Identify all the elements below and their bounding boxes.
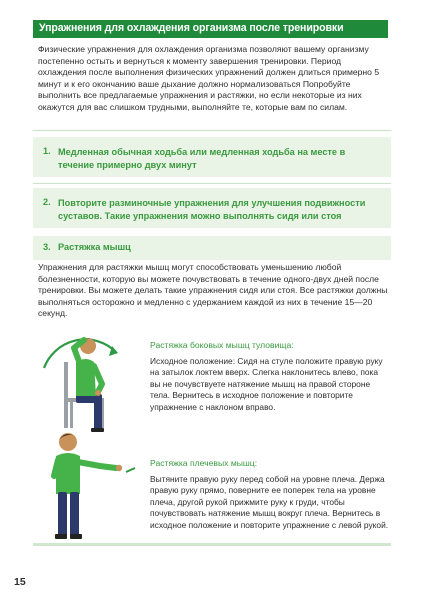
intro-paragraph: Физические упражнения для охлаждения организма позволяют вашему организму постепенно остыть и вернуться к моменту завершения тренировки. Период охлаждения после выполнения физических упражнений должен длиться примерно 5 минут и к его окончанию ваше дыхание должно нормализоваться Попробуйте выполнить все предлагаемые упражнения и растяжки, но если некоторые из них окажутся для вас слишком трудными, выполняйте те, которые вам по силам. <box>38 44 380 112</box>
page-title-bar <box>33 20 388 38</box>
page-number: 15 <box>14 576 26 588</box>
page-title: Упражнения для охлаждения организма после тренировки <box>39 22 344 34</box>
divider <box>33 130 391 131</box>
exercise-2-text: Вытяните правую руку перед собой на уровне плеча. Держа правую руку прямо, поверните ее поперек тела на уровне плеча, другой рукой прижмите руку к груди, чтобы почувствовать натяжение мышц вокруг плеча. Вернитесь в исходное положение и повторите упражнение с левой рукой. <box>150 474 389 530</box>
exercise-1-title: Растяжка боковых мышц туловища: <box>150 340 294 350</box>
footer-divider <box>33 543 391 546</box>
standing-shoulder-stretch-illustration <box>40 430 150 542</box>
step-1-number: 1. <box>43 146 51 156</box>
step-1-text: Медленная обычная ходьба или медленная ходьба на месте в течение примерно двух минут <box>58 147 346 170</box>
step-3-number: 3. <box>43 242 51 252</box>
exercise-2-title: Растяжка плечевых мышц: <box>150 458 258 468</box>
step-2-text: Повторите разминочные упражнения для улучшения подвижности суставов. Такие упражнения можно выполнять сидя или стоя <box>58 198 366 221</box>
step-3-header <box>33 236 391 260</box>
seated-side-stretch-illustration <box>36 332 136 440</box>
step-3-text: Упражнения для растяжки мышц могут способствовать уменьшению любой болезненности, которую вы можете почувствовать в течение одного-двух дней после тренировки. Вы можете делать такие упражнения сидя или стоя. Все растяжки должны выполняться осторожно и медленно с удержанием каждой из них в течение 15—20 секунд. <box>38 262 388 319</box>
divider <box>33 183 391 184</box>
exercise-1-text: Исходное положение: Сидя на стуле положите правую руку на затылок локтем вверх. Слегка наклонитесь влево, пока вы не почувствуете натяжение мышц на правой стороне тела. Вернитесь в исходное положение и повторите упражнение с наклоном вправо. <box>150 356 383 412</box>
step-2-number: 2. <box>43 197 51 207</box>
step-2-panel <box>33 188 391 228</box>
step-1-panel <box>33 137 391 177</box>
step-3-title: Растяжка мышц <box>58 242 131 252</box>
